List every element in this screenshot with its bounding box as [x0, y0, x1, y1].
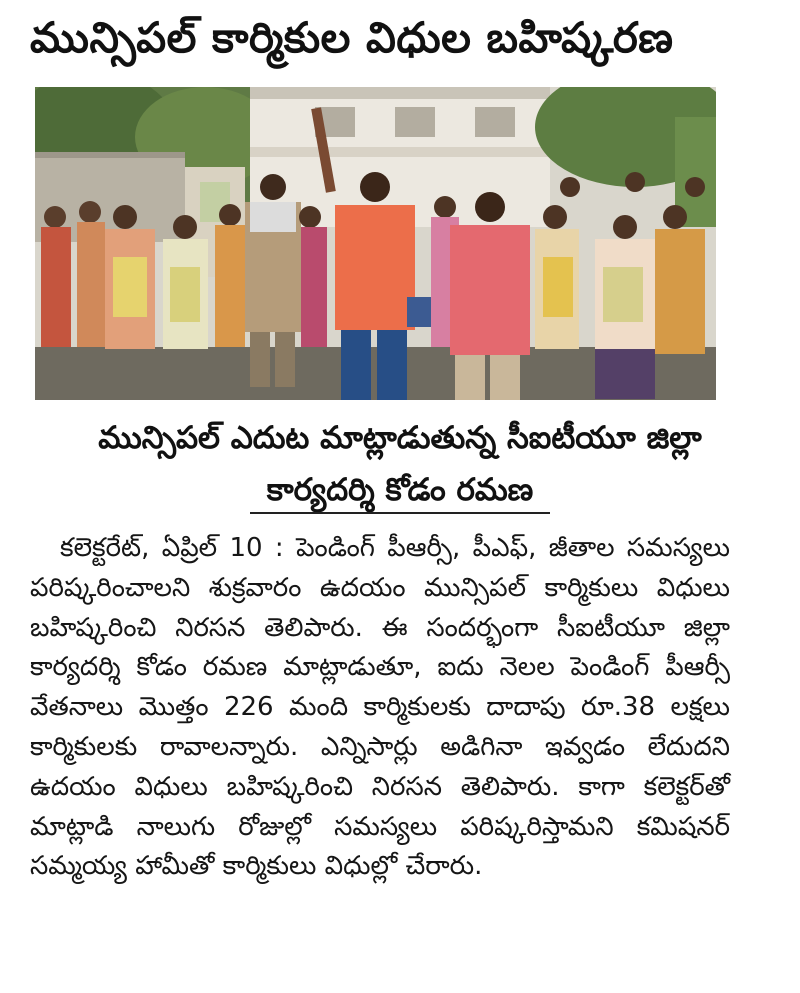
caption-line-2: కార్యదర్శి కోడం రమణ	[266, 472, 534, 508]
photo-caption	[30, 412, 770, 516]
headline: మున్సిపల్ కార్మికుల విధుల బహిష్కరణ	[30, 13, 674, 62]
protest-photo-illustration	[35, 87, 716, 400]
news-photo	[35, 87, 716, 400]
caption-divider	[250, 512, 550, 514]
article-body: కలెక్టరేట్, ఏప్రిల్ 10 : పెండింగ్ పీఆర్సీ, పీఎఫ్, జీతాల సమస్యలు పరిష్కరించాలని శుక్రవారం ఉదయం మున్సిపల్ కార్మికులు విధులు బహిష్కరించి నిరసన తెలిపారు. ఈ సందర్భంగా సీఐటీయూ జిల్లా కార్యదర్శి కోడం రమణ మాట్లాడుతూ, ఐదు నెలల పెండింగ్ పీఆర్సీ వేతనాలు మొత్తం 226 మంది కార్మికులకు దాదాపు రూ.38 లక్షలు కార్మికులకు రావాలన్నారు. ఎన్నిసార్లు అడిగినా ఇవ్వడం లేదుదని ఉదయం విధులు బహిష్కరించి నిరసన తెలిపారు. కాగా కలెక్టర్‌తో మాట్లాడి నాలుగు రోజుల్లో సమస్యలు పరిష్కరిస్తామని కమిషనర్ సమ్మయ్య హామీతో కార్మికులు విధుల్లో చేరారు.	[30, 533, 730, 882]
caption-line-1: మున్సిపల్ ఎదుట మాట్లాడుతున్న సీఐటీయూ జిల్లా	[98, 420, 702, 456]
